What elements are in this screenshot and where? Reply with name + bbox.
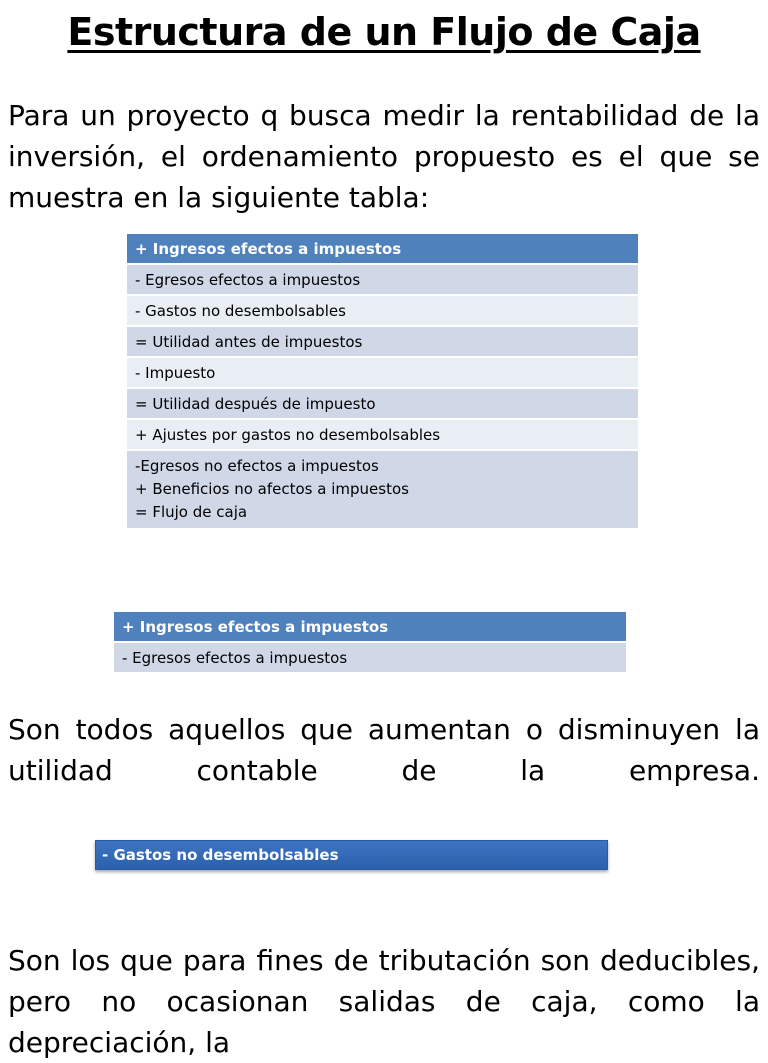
table-header-cell: + Ingresos efectos a impuestos xyxy=(127,234,638,264)
table-cell: - Egresos efectos a impuestos xyxy=(127,264,638,295)
summary-line: = Flujo de caja xyxy=(135,503,248,521)
income-expense-table xyxy=(114,612,626,674)
income-expense-description: Son todos aquellos que aumentan o disminuyen la utilidad contable de la empresa. xyxy=(8,713,760,787)
table-cell: + Ajustes por gastos no desembolsables xyxy=(127,419,638,450)
table-header-cell: + Ingresos efectos a impuestos xyxy=(114,612,626,642)
table-cell-multiline xyxy=(127,450,638,529)
table-row xyxy=(127,388,638,419)
table-row xyxy=(127,264,638,295)
page-title: Estructura de un Flujo de Caja xyxy=(67,10,701,54)
table-cell: - Gastos no desembolsables xyxy=(127,295,638,326)
summary-line: + Beneficios no afectos a impuestos xyxy=(135,480,409,498)
table-cell: - Egresos efectos a impuestos xyxy=(114,642,626,673)
table-row-summary xyxy=(127,450,638,529)
table-row xyxy=(127,295,638,326)
table-row xyxy=(114,642,626,673)
table-cell: - Impuesto xyxy=(127,357,638,388)
table-header-row xyxy=(127,234,638,264)
table-cell: = Utilidad antes de impuestos xyxy=(127,326,638,357)
intro-paragraph: Para un proyecto q busca medir la rentabilidad de la inversión, el ordenamiento propuesto es el que se muestra en la siguiente tabla: xyxy=(8,99,760,214)
table-row xyxy=(127,357,638,388)
table-header-row xyxy=(114,612,626,642)
non-cash-expenses-description: Son los que para fines de tributación son deducibles, pero no ocasionan salidas de caja, como la depreciación, la xyxy=(8,944,760,1059)
cash-flow-structure-table xyxy=(127,234,638,530)
summary-line: -Egresos no efectos a impuestos xyxy=(135,457,379,475)
table-row xyxy=(127,326,638,357)
table-cell: = Utilidad después de impuesto xyxy=(127,388,638,419)
table-row xyxy=(127,419,638,450)
non-cash-expenses-banner: - Gastos no desembolsables xyxy=(95,840,608,870)
